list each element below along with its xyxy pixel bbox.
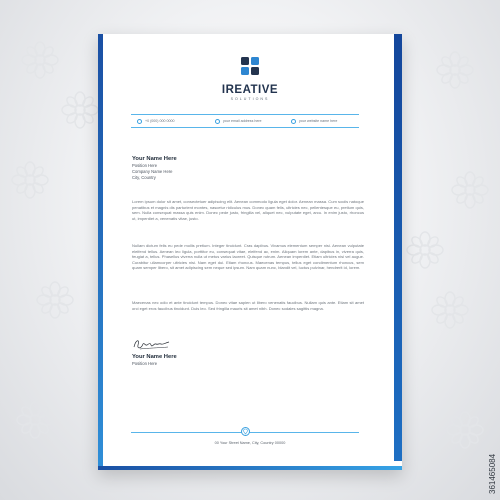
signer-position: Position Here xyxy=(132,361,158,366)
footer-address: 00 Your Street Name, City, Country 00000 xyxy=(214,441,286,445)
body-paragraph-2: Nullam dictum felis eu pede mollis pretium. Integer tincidunt. Cras dapibus. Vivamus elementum semper nisi. Aenean vulputate eleifend tellus. Aenean leo ligula, porttitor eu, consequat vitae, eleifend ac, enim. Aliquam lorem ante, dapibus in, viverra quis, feugiat a, tellus. Phasellus viverra nulla ut metus varius laoreet. Quisque rutrum. Aenean imperdiet. Etiam ultricies nisi vel augue. Curabitur ullamcorper ultricies nisi. Nam eget dui. Etiam rhoncus. Maecenas tempus, tellus eget condimentum rhoncus, sem quam semper libero, sit amet adipiscing sem neque sed ipsum. Nam quam nunc, blandit vel, luctus pulvinar, hendrerit id, lorem. xyxy=(132,243,364,271)
bottom-accent-bar xyxy=(98,466,402,470)
email-text: your email address here xyxy=(223,119,262,123)
handwritten-signature xyxy=(132,337,172,351)
contact-email xyxy=(215,117,262,125)
recipient-company: Company Name Here xyxy=(132,169,173,174)
company-logo xyxy=(98,56,402,101)
phone-icon xyxy=(137,119,142,124)
signer-block xyxy=(132,354,177,367)
letterhead-sheet xyxy=(98,34,402,470)
logo-squares-icon xyxy=(240,56,260,76)
letterhead-page xyxy=(98,34,402,470)
body-paragraph-1: Lorem ipsum dolor sit amet, consectetuer adipiscing elit. Aenean commodo ligula eget dolor. Aenean massa. Cum sociis natoque penatibus et magnis dis parturient montes, nascetur ridiculus mus. Donec quam felis, ultricies nec, pellentesque eu, pretium quis, sem. Nulla consequat massa quis enim. Donec pede justo, fringilla vel, aliquet nec, vulputate eget, arcu. In enim justo, rhoncus ut, imperdiet a, venenatis vitae, justo. xyxy=(132,199,364,221)
recipient-position: Position Here xyxy=(132,163,158,168)
phone-text: +0 (000) 000 0000 xyxy=(145,119,175,123)
contact-bar xyxy=(131,114,359,128)
signer-name: Your Name Here xyxy=(132,354,177,360)
company-name: IREATIVE xyxy=(221,84,279,96)
body-paragraph-3: Maecenas nec odio et ante tincidunt tempus. Donec vitae sapien ut libero venenatis faucibus. Nullam quis ante. Etiam sit amet orci eget eros faucibus tincidunt. Duis leo. Sed fringilla mauris sit amet nibh. Donec sodales sagittis magna. xyxy=(132,300,364,311)
website-text: your website name here xyxy=(299,119,338,123)
company-tagline: SOLUTIONS xyxy=(230,97,270,101)
recipient-name: Your Name Here xyxy=(132,156,177,162)
globe-icon xyxy=(291,119,296,124)
contact-phone xyxy=(137,117,174,125)
contact-website xyxy=(291,117,337,125)
stock-id-watermark xyxy=(486,440,498,496)
location-pin-icon xyxy=(241,427,250,436)
recipient-block xyxy=(132,156,177,181)
recipient-location: City, Country xyxy=(132,175,156,180)
stock-id-text: 361465084 xyxy=(488,453,497,494)
email-icon xyxy=(215,119,220,124)
